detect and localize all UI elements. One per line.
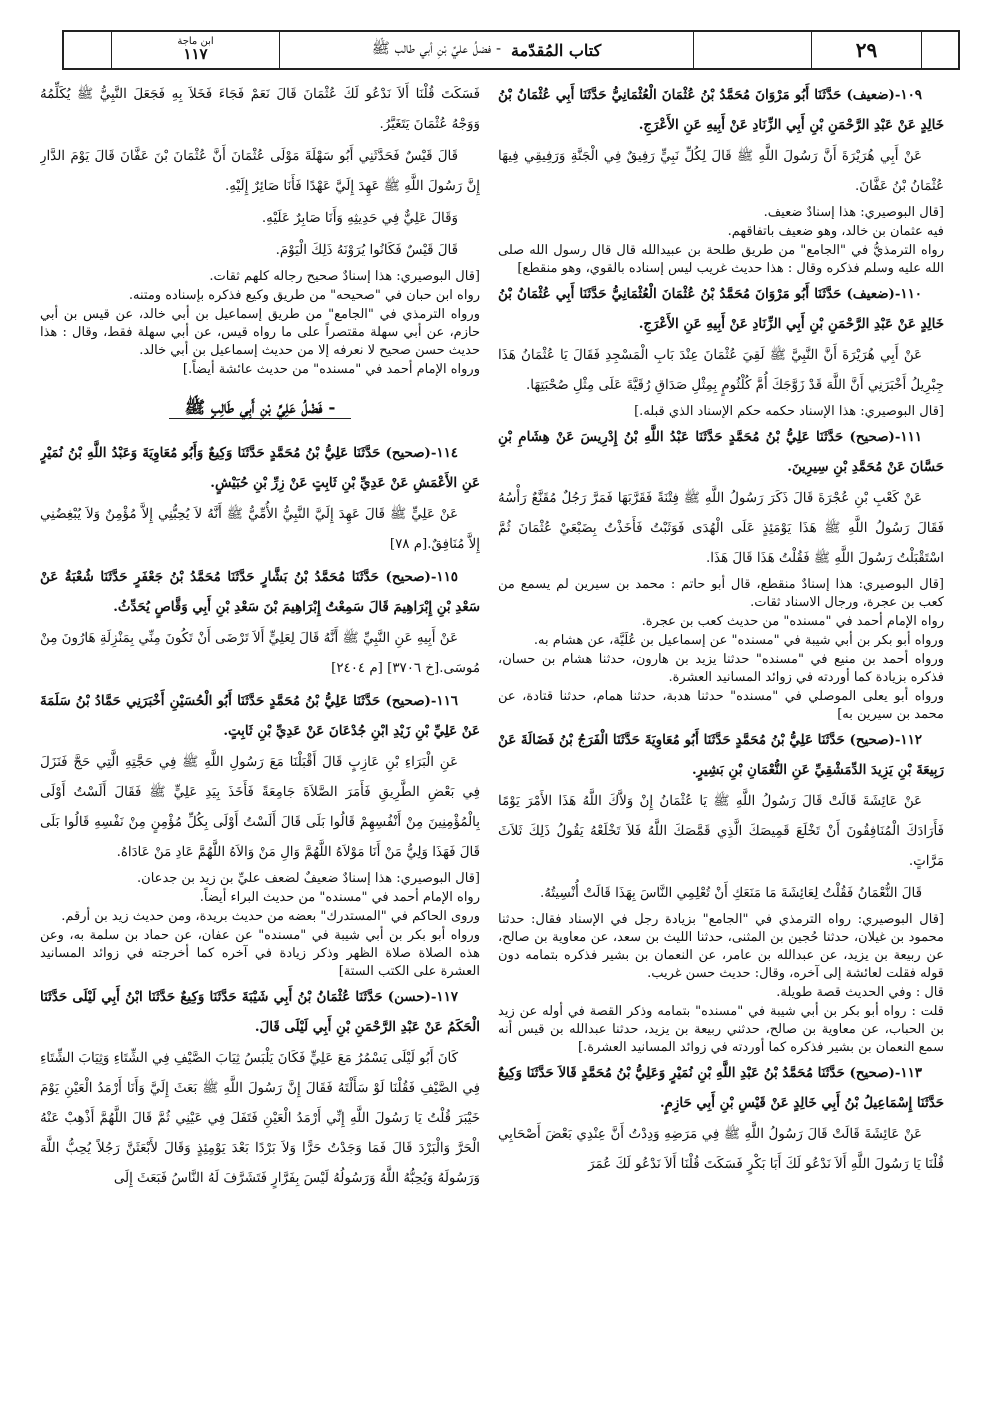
header-blank-mid xyxy=(694,32,812,68)
hadith-text: عَنْ كَعْبِ بْنِ عُجْرَةَ قَالَ ذَكَرَ رَسُولُ اللَّهِ ﷺ فِتْنَةً فَقَرَّبَهَا فَمَرَّ رَجُلٌ مُقَنَّعٌ رَأْسُهُ فَقَالَ رَسُولُ اللَّهِ ﷺ هَذَا يَوْمَئِذٍ عَلَى الْهُدَى فَوَثَبْتُ فَأَخَذْتُ بِضَبْعَيْ عُثْمَانَ ثُمَّ اسْتَقْبَلْتُ رَسُولَ اللَّهِ ﷺ فَقُلْتُ هَذَا قَالَ هَذَا. xyxy=(498,491,944,566)
hadith-text: عَنْ عَائِشَةَ قَالَتْ قَالَ رَسُولُ اللَّهِ ﷺ فِي مَرَضِهِ وَدِدْتُ أَنَّ عِنْدِي بَعْضَ أَصْحَابِي قُلْنَا يَا رَسُولَ اللَّهِ أَلاَ نَدْعُو لَكَ أَبَا بَكْرٍ فَسَكَتَ قُلْنَا أَلاَ نَدْعُو لَكَ عُمَرَ xyxy=(498,1127,944,1172)
footnote: [قال البوصيري: هذا إسنادٌ منقطع، قال أبو حاتم : محمد بن سيرين لم يسمع من كعب بن عجرة، ورجال الاسناد ثقات. xyxy=(498,577,944,610)
hadith-isnad: ١١٤-(صحيح) حَدَّثَنَا عَلِيُّ بْنُ مُحَمَّدٍ حَدَّثَنَا وَكِيعٌ وَأَبُو مُعَاوِيَةَ وَعَبْدُ اللَّهِ بْنُ نُمَيْرٍ عَنِ الأَعْمَشِ عَنْ عَدِيِّ بْنِ ثَابِتٍ عَنْ زِرِّ بْنِ حُبَيْشٍ. xyxy=(40,445,480,491)
footnote: فيه عثمان بن خالد، وهو ضعيف باتفاقهم. xyxy=(727,224,944,239)
section-heading xyxy=(40,397,480,422)
footnote: قلت : رواه أبو بكر بن أبي شيبة في "مسنده" بتمامه وذكر القصة في أوله عن زيد بن الحباب، عن معاوية بن صالح، حدثني ربيعة بن يزيد، حدثنا عبدالله بن قيس أنه سمع النعمان بن بشير فذكره كما أوردته في زوائد المسانيد العشرة.] xyxy=(498,1004,944,1055)
header-title-box xyxy=(280,32,694,68)
hadith-text: فَسَكَتَ قُلْنَا أَلاَ نَدْعُو لَكَ عُثْمَانَ قَالَ نَعَمْ فَجَاءَ فَخَلاَ بِهِ فَجَعَلَ النَّبِيُّ ﷺ يُكَلِّمُهُ وَوَجْهُ عُثْمَانَ يَتَغَيَّرُ. xyxy=(40,87,480,132)
hadith-text: وَقَالَ عَلِيٌّ فِي حَدِيثِهِ وَأَنَا صَابِرٌ عَلَيْهِ. xyxy=(261,211,458,226)
footnote: [قال البوصيري: هذا الإسناد حكمه حكم الإسناد الذي قبله.] xyxy=(634,404,944,419)
hadith-isnad: ١٠٩-(ضعيف) حَدَّثَنَا أَبُو مَرْوَانَ مُحَمَّدُ بْنُ عُثْمَانَ الْعُثْمَانِيُّ حَدَّثَنَا أَبِي عُثْمَانُ بْنُ خَالِدٍ عَنْ عَبْدِ الرَّحْمَنِ بْنِ أَبِي الزِّنَادِ عَنْ أَبِيهِ عَنِ الأَعْرَجِ. xyxy=(498,87,944,133)
footnote: رواه الإمام أحمد في "مسنده" من حديث كعب بن عجرة. xyxy=(641,614,944,629)
chapter-title: - فضلُ عليِّ بْنِ أبي طالب ﷺ xyxy=(371,39,502,57)
hadith-text: قَالَ قَيْسٌ فَكَانُوا يُرَوْنَهُ ذَلِكَ الْيَوْمَ. xyxy=(275,243,458,258)
page-number: ٢٩ xyxy=(812,32,922,68)
hadith-text: عَنْ عَائِشَةَ قَالَتْ قَالَ رَسُولُ اللَّهِ ﷺ يَا عُثْمَانُ إِنْ وَلاَّكَ اللَّهُ هَذَا الأَمْرَ يَوْمًا فَأَرَادَكَ الْمُنَافِقُونَ أَنْ تَخْلَعَ قَمِيصَكَ الَّذِي قَمَّصَكَ اللَّهُ فَلاَ تَخْلَعْهُ يَقُولُ ذَلِكَ ثَلاَثَ مَرَّاتٍ. xyxy=(498,794,944,869)
footnote: ورواه أبو يعلى الموصلي في "مسنده" حدثنا هدبة، حدثنا همام، حدثنا قتادة، عن محمد بن سيرين به] xyxy=(498,689,944,722)
hadith-isnad: ١١٦-(صحيح) حَدَّثَنَا عَلِيُّ بْنُ مُحَمَّدٍ حَدَّثَنَا أَبُو الْحُسَيْنِ أَخْبَرَنِي حَمَّادُ بْنُ سَلَمَةَ عَنْ عَلِيِّ بْنِ زَيْدِ ابْنِ جُدْعَانَ عَنْ عَدِيِّ بْنِ ثَابِتٍ. xyxy=(40,693,480,739)
hadith-isnad: ١١٢-(صحيح) حَدَّثَنَا عَلِيُّ بْنُ مُحَمَّدٍ حَدَّثَنَا أَبُو مُعَاوِيَةَ حَدَّثَنَا الْفَرَجُ بْنُ فَضَالَةَ عَنْ رَبِيعَةَ بْنِ يَزِيدَ الدِّمَشْقِيِّ عَنِ النُّعْمَانِ بْنِ بَشِيرٍ. xyxy=(498,732,944,778)
running-header xyxy=(62,30,960,70)
hadith-text: كَانَ أَبُو لَيْلَى يَسْمُرُ مَعَ عَلِيٍّ فَكَانَ يَلْبَسُ ثِيَابَ الصَّيْفِ فِي الشِّتَاءِ وَثِيَابَ الشِّتَاءِ فِي الصَّيْفِ فَقُلْنَا لَوْ سَأَلْتَهُ فَقَالَ إِنَّ رَسُولَ اللَّهِ ﷺ بَعَثَ إِلَيَّ وَأَنَا أَرْمَدُ الْعَيْنِ يَوْمَ خَيْبَرَ قُلْتُ يَا رَسُولَ اللَّهِ إِنِّي أَرْمَدُ الْعَيْنِ فَتَفَلَ فِي عَيْنِي ثُمَّ قَالَ اللَّهُمَّ أَذْهِبْ عَنْهُ الْحَرَّ وَالْبَرْدَ قَالَ فَمَا وَجَدْتُ حَرًّا وَلاَ بَرْدًا بَعْدَ يَوْمِئِذٍ وَقَالَ لأَبْعَثَنَّ رَجُلاً يُحِبُّ اللَّهَ وَرَسُولَهُ وَيُحِبُّهُ اللَّهُ وَرَسُولُهُ لَيْسَ بِفَرَّارٍ فَتَشَرَّفَ لَهُ النَّاسُ فَبَعَثَ إِلَى xyxy=(40,1051,480,1186)
footnote: [قال البوصيري: رواه الترمذي في "الجامع" بزيادة رجل في الإسناد فقال: حدثنا محمود بن غيلان، حدثنا حُجين بن المثنى، حدثنا الليث بن سعد، عن معاوية بن صالح، عن ربيعة بن يزيد، عن عبدالله بن عامر، عن النعمان بن بشير فذكره بتمامه دون قوله فقلت لعائشة إلى آخره، وقال: حديث حسن غريب. xyxy=(498,912,944,981)
header-blank-right xyxy=(922,32,958,68)
footnote: رواه الترمذيُّ في "الجامع" من طريق طلحة بن عبيدالله قال قال رسول الله صلى الله عليه وسلم فذكره وقال : هذا حديث غريب ليس إسناده بالقوي، وهو منقطع] xyxy=(498,243,944,276)
hadith-text: قَالَ قَيْسٌ فَحَدَّثَنِي أَبُو سَهْلَةَ مَوْلَى عُثْمَانَ أَنَّ عُثْمَانَ بْنَ عَفَّانَ قَالَ يَوْمَ الدَّارِ إِنَّ رَسُولَ اللَّهِ ﷺ عَهِدَ إِلَيَّ عَهْدًا فَأَنَا صَائِرٌ إِلَيْهِ. xyxy=(40,149,480,194)
footnote: ورواه أبو بكر بن أبي شيبة في "مسنده" عن إسماعيل بن عُلَيَّة، عن هشام به. xyxy=(533,633,944,648)
footnote: ورواه أبو بكر بن أبي شيبة في "مسنده" عن عفان، عن حماد بن سلمة به، وعن هذه الصلاة صلاة الظهر وذكر زيادة في آخره كما أخرجته في زوائد المسانيد العشرة على الكتب الستة] xyxy=(40,928,480,979)
footnote: [قال البوصيري: هذا إسنادٌ ضعيف. xyxy=(763,205,944,220)
footnote: ورواه الترمذي في "الجامع" من طريق إسماعيل بن أبي خالد، عن قيس بن أبي حازم، عن أبي سهلة مقتصراً على ما رواه قيس، عن أبي سهلة فقط، وقال : هذا حديث حسن صحيح لا نعرفه إلا من حديث إسماعيل بن أبي خالد. xyxy=(40,307,480,358)
footnote: وروى الحاكم في "المستدرك" بعضه من حديث بريدة، ومن حديث زيد بن أرقم. xyxy=(61,909,480,924)
footnote: ورواه أحمد بن منيع في "مسنده" حدثنا يزيد بن هارون، حدثنا هشام بن حسان، فذكره بزيادة كما أوردته في زوائد المسانيد العشرة. xyxy=(498,652,944,685)
hadith-text: عَنْ أَبِي هُرَيْرَةَ أَنَّ النَّبِيَّ ﷺ لَقِيَ عُثْمَانَ عِنْدَ بَابِ الْمَسْجِدِ فَقَالَ يَا عُثْمَانُ هَذَا جِبْرِيلُ أَخْبَرَنِي أَنَّ اللَّهَ قَدْ زَوَّجَكَ أُمَّ كُلْثُومٍ بِمِثْلِ صَدَاقِ رُقَيَّةَ عَلَى مِثْلِ صُحْبَتِهَا. xyxy=(498,348,944,393)
hadith-isnad: ١١٣-(صحيح) حَدَّثَنَا مُحَمَّدُ بْنُ عَبْدِ اللَّهِ بْنِ نُمَيْرٍ وَعَلِيُّ بْنُ مُحَمَّدٍ قَالاَ حَدَّثَنَا وَكِيعٌ حَدَّثَنَا إِسْمَاعِيلُ بْنُ أَبِي خَالِدٍ عَنْ قَيْسِ بْنِ أَبِي حَازِمٍ. xyxy=(498,1065,944,1111)
hadith-isnad: ١١٠-(ضعيف) حَدَّثَنَا أَبُو مَرْوَانَ مُحَمَّدُ بْنُ عُثْمَانَ الْعُثْمَانِيُّ حَدَّثَنَا أَبِي عُثْمَانُ بْنُ خَالِدٍ عَنْ عَبْدِ الرَّحْمَنِ بْنِ أَبِي الزِّنَادِ عَنْ أَبِيهِ عَنِ الأَعْرَجِ. xyxy=(498,286,944,332)
hadith-text: عَنِ الْبَرَاءِ بْنِ عَازِبٍ قَالَ أَقْبَلْنَا مَعَ رَسُولِ اللَّهِ ﷺ فِي حَجَّتِهِ الَّتِي حَجَّ فَنَزَلَ فِي بَعْضِ الطَّرِيقِ فَأَمَرَ الصَّلاَةَ جَامِعَةً فَأَخَذَ بِيَدِ عَلِيٍّ ﷺ فَقَالَ أَلَسْتُ أَوْلَى بِالْمُؤْمِنِينَ مِنْ أَنْفُسِهِمْ قَالُوا بَلَى قَالَ أَلَسْتُ أَوْلَى بِكُلِّ مُؤْمِنٍ مِنْ نَفْسِهِ قَالُوا بَلَى قَالَ فَهَذَا وَلِيُّ مَنْ أَنَا مَوْلاَهُ اللَّهُمَّ وَالِ مَنْ وَالاَهُ اللَّهُمَّ عَادِ مَنْ عَادَاهُ. xyxy=(40,755,480,860)
footnote: رواه ابن حبان في "صحيحه" من طريق وكيع فذكره بإسناده ومتنه. xyxy=(128,288,480,303)
section-heading-text: - فَضْلُ عَلِيِّ بْنِ أَبِي طَالِبٍ ﷺ xyxy=(169,398,352,419)
hadith-isnad: ١١١-(صحيح) حَدَّثَنَا عَلِيُّ بْنُ مُحَمَّدٍ حَدَّثَنَا عَبْدُ اللَّهِ بْنُ إِدْرِيسَ عَنْ هِشَامِ بْنِ حَسَّانَ عَنْ مُحَمَّدِ بْنِ سِيرِينَ. xyxy=(498,429,944,475)
ref-label: ابن ماجة xyxy=(177,35,214,47)
hadith-text: عَنْ أَبِيهِ عَنِ النَّبِيِّ ﷺ أَنَّهُ قَالَ لِعَلِيٍّ أَلاَ تَرْضَى أَنْ تَكُونَ مِنِّي بِمَنْزِلَةِ هَارُونَ مِنْ مُوسَى.[خ ٣٧٠٦] [م ٢٤٠٤] xyxy=(40,631,480,676)
footnote: رواه الإمام أحمد في "مسنده" من حديث البراء أيضاً. xyxy=(199,890,480,905)
left-column xyxy=(40,80,480,1400)
hadith-text: قَالَ النُّعْمَانُ فَقُلْتُ لِعَائِشَةَ مَا مَنَعَكِ أَنْ تُعْلِمِي النَّاسَ بِهَذَا قَالَتْ أُنْسِيتُهُ. xyxy=(539,886,922,901)
right-column xyxy=(498,80,944,1400)
book-title: كتاب المُقدّمة xyxy=(511,40,602,60)
hadith-text: عَنْ أَبِي هُرَيْرَةَ أَنَّ رَسُولَ اللَّهِ ﷺ قَالَ لِكُلِّ نَبِيٍّ رَفِيقٌ فِي الْجَنَّةِ وَرَفِيقِي فِيهَا عُثْمَانُ بْنُ عَفَّانَ. xyxy=(498,149,944,194)
hadith-text: عَنْ عَلِيٍّ ﷺ قَالَ عَهِدَ إِلَيَّ النَّبِيُّ الأُمِّيُّ ﷺ أَنَّهُ لاَ يُحِبُّنِي إِلاَّ مُؤْمِنٌ وَلاَ يُبْغِضُنِي إِلاَّ مُنَافِقٌ.[م ٧٨] xyxy=(40,507,480,552)
footnote: قال : وفي الحديث قصة طويلة. xyxy=(776,985,944,1000)
hadith-isnad: ١١٥-(صحيح) حَدَّثَنَا مُحَمَّدُ بْنُ بَشَّارٍ حَدَّثَنَا مُحَمَّدُ بْنُ جَعْفَرٍ حَدَّثَنَا شُعْبَةُ عَنْ سَعْدِ بْنِ إِبْرَاهِيمَ قَالَ سَمِعْتُ إِبْرَاهِيمَ بْنَ سَعْدِ بْنِ أَبِي وَقَّاصٍ يُحَدِّثُ. xyxy=(40,569,480,615)
ref-number: ١١٧ xyxy=(183,45,208,64)
hadith-isnad: ١١٧-(حسن) حَدَّثَنَا عُثْمَانُ بْنُ أَبِي شَيْبَةَ حَدَّثَنَا وَكِيعٌ حَدَّثَنَا ابْنُ أَبِي لَيْلَى حَدَّثَنَا الْحَكَمُ عَنْ عَبْدِ الرَّحْمَنِ بْنِ أَبِي لَيْلَى قَالَ. xyxy=(40,989,480,1035)
footnote: [قال البوصيري: هذا إسنادٌ ضعيفٌ لضعف عليِّ بن زيد بن جدعان. xyxy=(137,871,480,886)
header-ref-box xyxy=(112,32,280,68)
header-blank-left xyxy=(64,32,112,68)
footnote: [قال البوصيري: هذا إسنادٌ صحيح رجاله كلهم ثقات. xyxy=(209,269,480,284)
footnote: ورواه الإمام أحمد في "مسنده" من حديث عائشة أيضاً.] xyxy=(182,362,480,377)
